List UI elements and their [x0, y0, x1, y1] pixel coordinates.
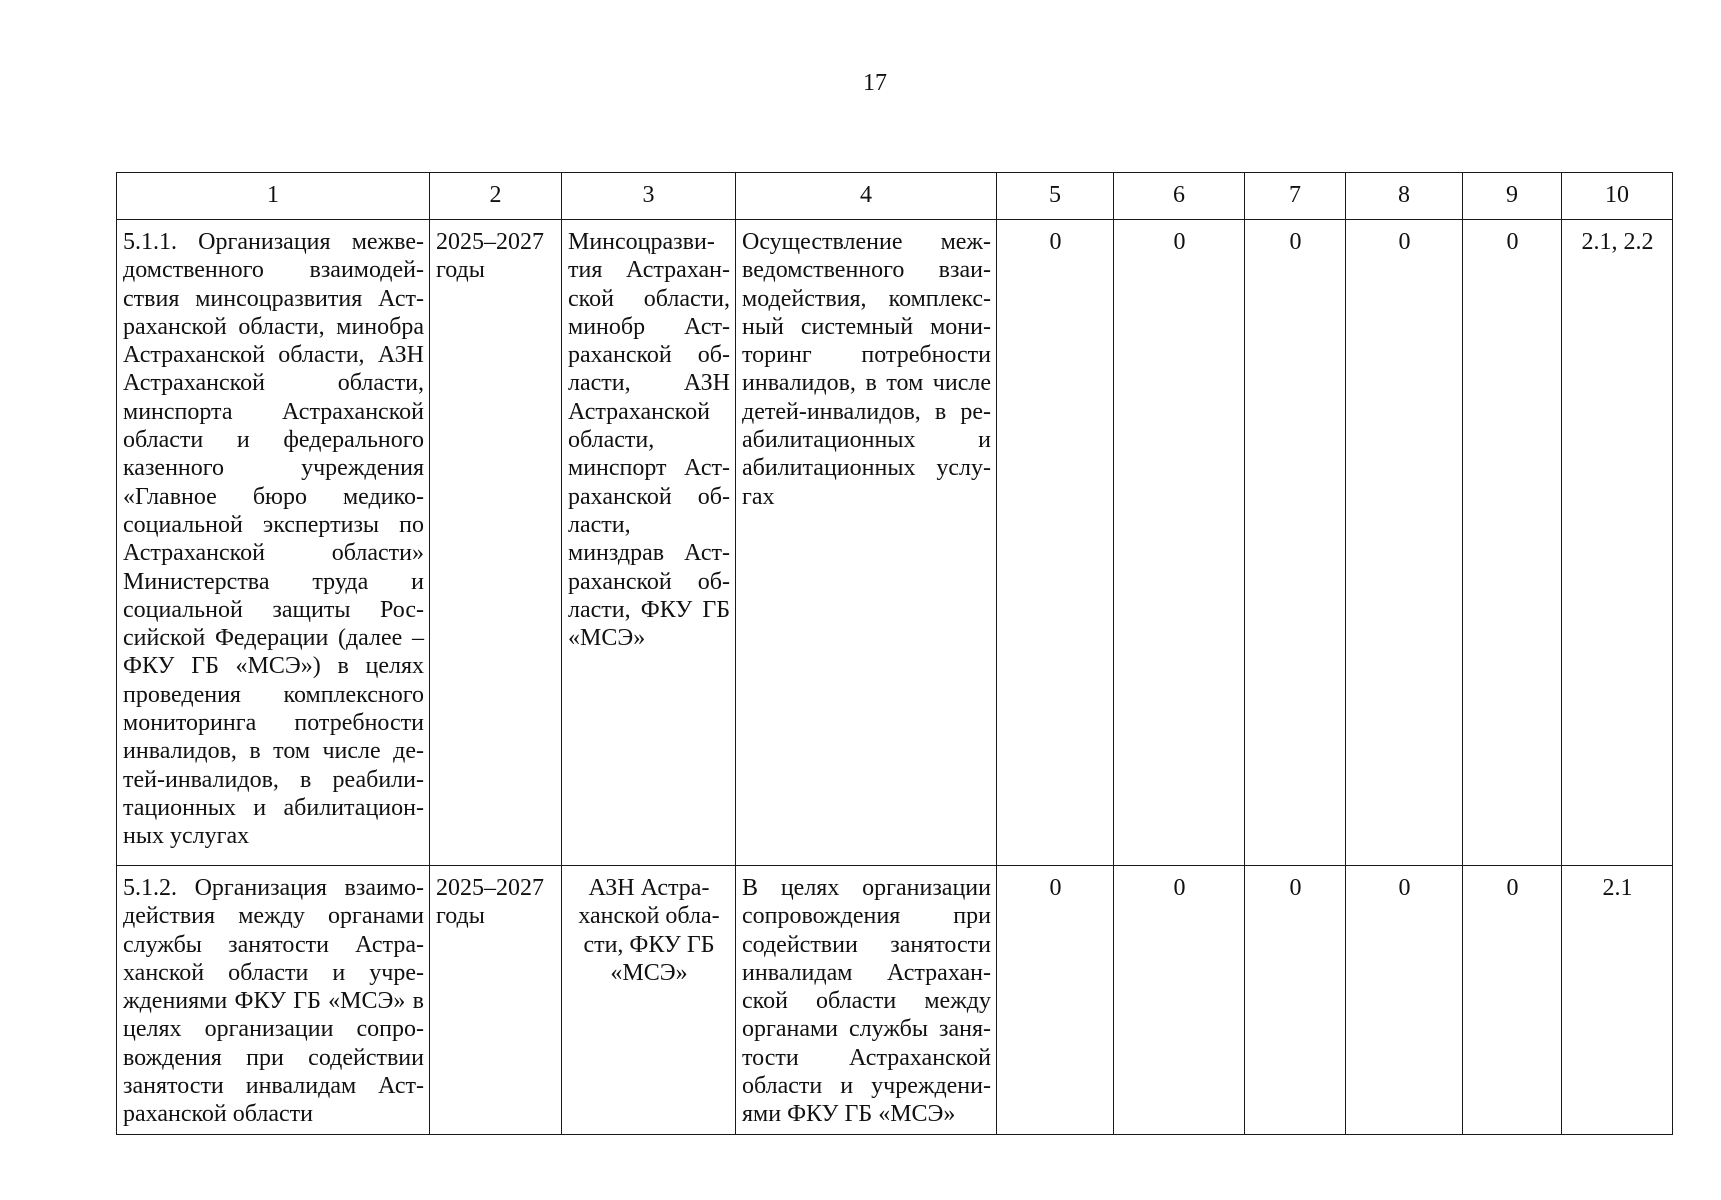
header-row — [117, 173, 1673, 220]
measure-cell: 5.1.1. Организация межведомственного взаимодействия минсоцразвития Астраханской области, минобра Астраханской области, АЗН Астраханской области, минспорта Астраханской области и федерального казенного учреждения «Главное бюро медико-социальной экспертизы по Астраханской области» Министерства труда и социальной защиты Российской Федерации (далее – ФКУ ГБ «МСЭ») в целях проведения комплексного мониторинга потребности инвалидов, в том числе детей-инвалидов, в реабилитационных и абилитационных услугах — [117, 220, 430, 866]
value-cell-8: 0 — [1346, 220, 1463, 866]
value-cell-9: 0 — [1463, 866, 1562, 1135]
column-header-2: 2 — [430, 173, 562, 220]
indicator-cell: 2.1, 2.2 — [1562, 220, 1673, 866]
result-cell: В целях организации сопровождения при содействии занятости инвалидам Астраханской области между органами службы занятости Астраханской области и учреждениями ФКУ ГБ «МСЭ» — [736, 866, 997, 1135]
column-header-10: 10 — [1562, 173, 1673, 220]
column-header-7: 7 — [1245, 173, 1346, 220]
column-header-3: 3 — [562, 173, 736, 220]
executors-cell: АЗН Астраханской области, ФКУ ГБ «МСЭ» — [562, 866, 736, 1135]
result-cell: Осуществление межведомственного взаимодействия, комплексный системный мониторинг потребности инвалидов, в том числе детей-инвалидов, в реабилитационных и абилитационных услугах — [736, 220, 997, 866]
table-row — [117, 866, 1673, 1135]
value-cell-6: 0 — [1114, 220, 1245, 866]
period-cell: 2025–2027 годы — [430, 220, 562, 866]
column-header-5: 5 — [997, 173, 1114, 220]
column-header-1: 1 — [117, 173, 430, 220]
table-row — [117, 220, 1673, 866]
column-header-6: 6 — [1114, 173, 1245, 220]
value-cell-7: 0 — [1245, 220, 1346, 866]
value-cell-5: 0 — [997, 866, 1114, 1135]
column-header-8: 8 — [1346, 173, 1463, 220]
measure-cell: 5.1.2. Организация взаимодействия между органами службы занятости Астраханской области и учреждениями ФКУ ГБ «МСЭ» в целях организации сопровождения при содействии занятости инвалидам Астраханской области — [117, 866, 430, 1135]
page-number: 17 — [863, 70, 887, 96]
column-header-9: 9 — [1463, 173, 1562, 220]
indicator-cell: 2.1 — [1562, 866, 1673, 1135]
executors-cell: Минсоцразвития Астраханской области, минобр Астраханской области, АЗН Астраханской области, минспорт Астраханской области, минздрав Астраханской области, ФКУ ГБ «МСЭ» — [562, 220, 736, 866]
value-cell-5: 0 — [997, 220, 1114, 866]
value-cell-8: 0 — [1346, 866, 1463, 1135]
value-cell-9: 0 — [1463, 220, 1562, 866]
value-cell-6: 0 — [1114, 866, 1245, 1135]
value-cell-7: 0 — [1245, 866, 1346, 1135]
column-header-4: 4 — [736, 173, 997, 220]
measures-table — [116, 172, 1673, 1135]
period-cell: 2025–2027 годы — [430, 866, 562, 1135]
